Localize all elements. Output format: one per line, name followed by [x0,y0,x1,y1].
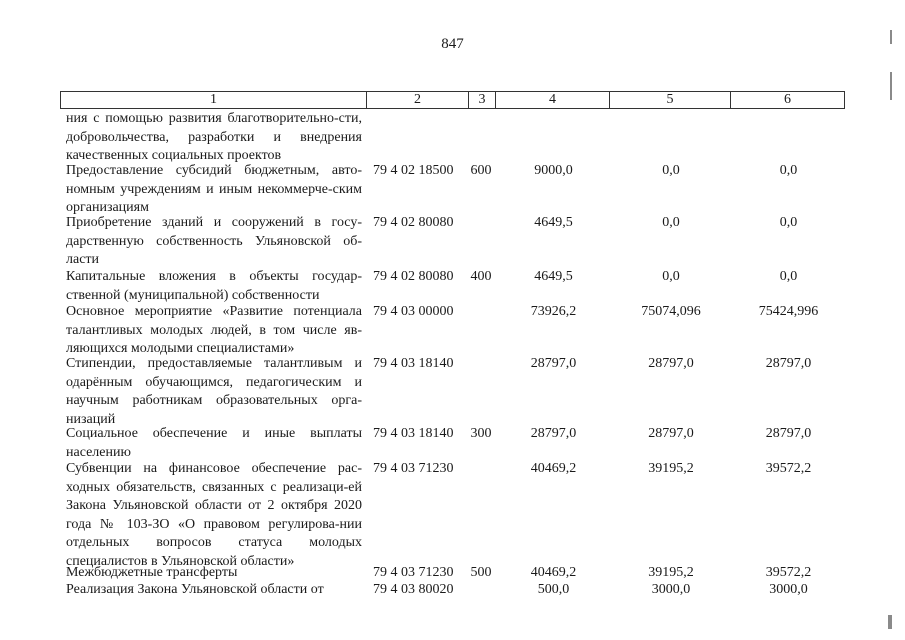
column-header-4: 4 [496,92,610,109]
item-code: 79 4 02 80080 [373,269,454,284]
item-type: 300 [470,426,492,441]
item-value-1: 40469,2 [530,565,577,580]
item-name: Стипендии, предоставляемые талантливым и одарённым обучающимся, педагогическим и научным работникам образовательных орга-низаций [66,356,362,427]
item-name: Социальное обеспечение и иные выплаты населению [66,426,362,460]
item-value-1: 40469,2 [530,461,577,476]
item-value-3: 0,0 [779,215,798,230]
item-value-2: 28797,0 [648,356,694,371]
column-header-2: 2 [367,92,469,109]
scan-edge-mark [888,615,892,629]
item-code: 79 4 03 71230 [373,565,454,580]
column-header-5: 5 [610,92,731,109]
item-type: 400 [470,269,492,284]
item-name: Субвенции на финансовое обеспечение рас-ходных обязательств, связанных с реализаци-ей Закона Ульяновской области от 2 октября 2020 года № 103-ЗО «О правовом регулирова-нии отдельных вопросов статуса молодых специалистов в Ульяновской области» [66,461,362,569]
item-value-3: 39572,2 [765,565,812,580]
item-value-3: 75424,996 [758,304,819,319]
item-name: Межбюджетные трансферты [66,565,238,580]
scan-edge-mark [890,72,892,100]
item-value-2: 0,0 [662,269,680,284]
item-value-3: 28797,0 [765,426,812,441]
item-name: Основное мероприятие «Развитие потенциала талантливых молодых людей, в том числе яв-ляющихся молодыми специалистами» [66,304,362,357]
item-value-2: 0,0 [662,215,680,230]
item-value-2: 0,0 [662,163,680,178]
item-name: ния с помощью развития благотворительно-сти, добровольчества, разработки и внедрения качественных социальных проектов [66,111,362,164]
item-value-3: 28797,0 [765,356,812,371]
item-value-2: 39195,2 [648,461,694,476]
item-code: 79 4 02 80080 [373,215,454,230]
item-type: 600 [470,163,492,178]
item-name: Реализация Закона Ульяновской области от [66,582,324,597]
item-name: Предоставление субсидий бюджетным, авто-номным учреждениям и иным некоммерче-ским организациям [66,163,362,216]
item-value-2: 3000,0 [651,582,691,597]
item-code: 79 4 02 18500 [373,163,454,178]
item-name: Приобретение зданий и сооружений в госу-дарственную собственность Ульяновской об-ласти [66,215,362,268]
item-value-1: 28797,0 [530,426,577,441]
column-header-6: 6 [731,92,845,109]
item-code: 79 4 03 80020 [373,582,454,597]
item-value-1: 9000,0 [534,163,573,178]
item-value-3: 3000,0 [769,582,808,597]
column-header-row [61,92,845,109]
item-type: 500 [470,565,492,580]
column-header-1: 1 [61,92,367,109]
item-code: 79 4 03 71230 [373,461,454,476]
item-code: 79 4 03 18140 [373,426,454,441]
item-value-2: 75074,096 [641,304,701,319]
item-value-1: 73926,2 [530,304,577,319]
page-number: 847 [441,36,464,52]
item-name: Капитальные вложения в объекты государ-ственной (муниципальной) собственности [66,269,362,303]
item-value-1: 4649,5 [534,269,573,284]
item-value-2: 28797,0 [648,426,694,441]
item-value-1: 28797,0 [530,356,577,371]
item-value-3: 39572,2 [765,461,812,476]
item-value-3: 0,0 [779,163,798,178]
column-header-3: 3 [469,92,496,109]
item-value-1: 500,0 [537,582,570,597]
item-value-3: 0,0 [779,269,798,284]
item-code: 79 4 03 18140 [373,356,454,371]
column-header-table [60,91,845,109]
item-code: 79 4 03 00000 [373,304,454,319]
item-value-2: 39195,2 [648,565,694,580]
scan-edge-mark [890,30,892,44]
item-value-1: 4649,5 [534,215,573,230]
